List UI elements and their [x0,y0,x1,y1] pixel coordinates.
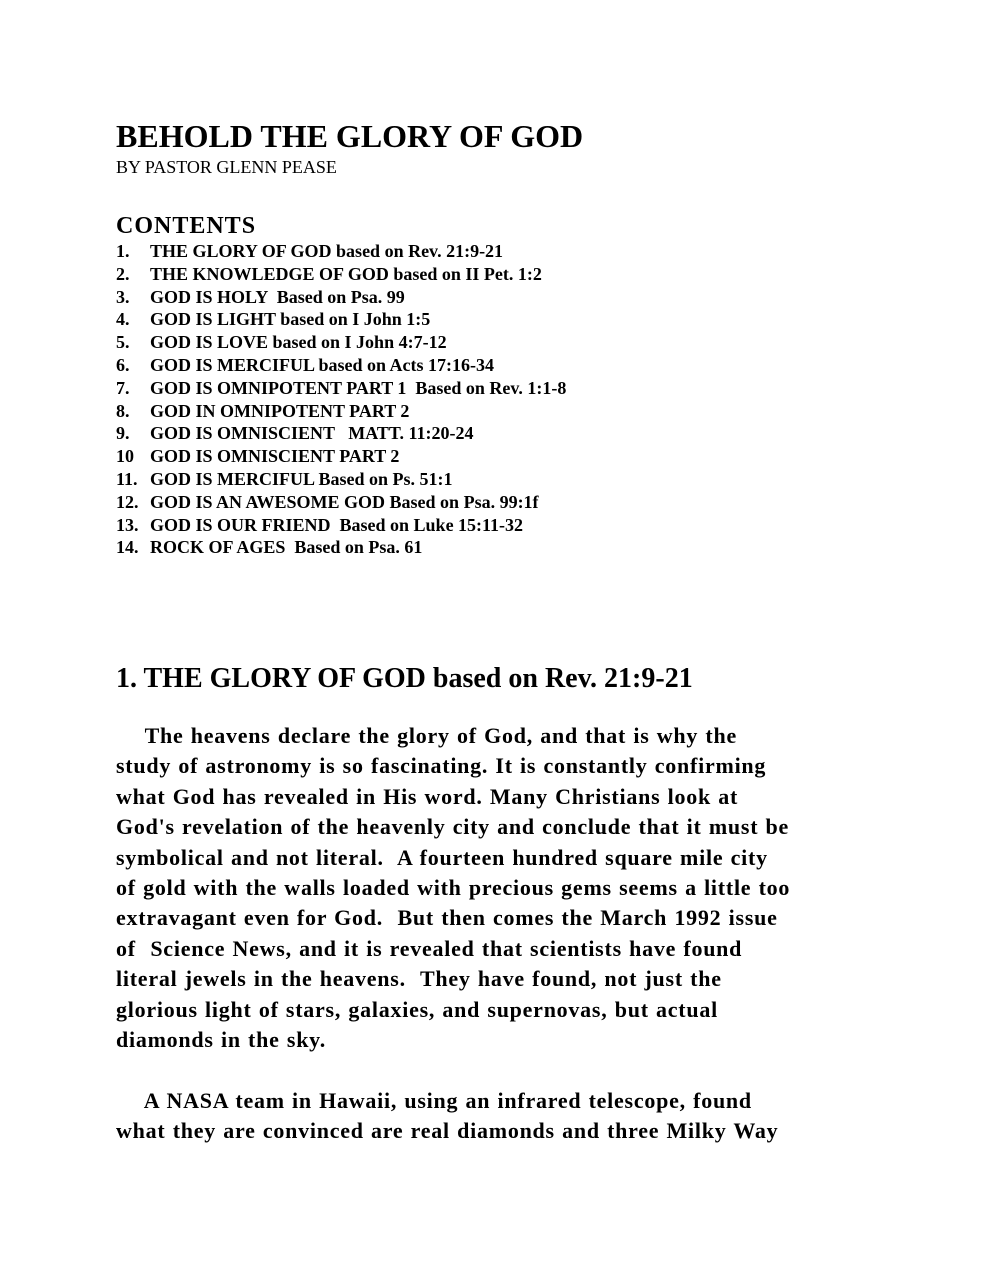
toc-item-title: GOD IS LOVE based on I John 4:7-12 [150,332,447,353]
chapter-heading: 1. THE GLORY OF GOD based on Rev. 21:9-21 [116,663,693,694]
toc-item-number: 11. [116,468,138,489]
toc-item-title: ROCK OF AGES Based on Psa. 61 [150,537,423,558]
toc-item-title: GOD IS HOLY Based on Psa. 99 [150,286,405,307]
paragraph-line: extravagant even for God. But then comes the March 1992 issue [116,905,778,931]
toc-item-title: GOD IS OMNISCIENT PART 2 [150,446,400,467]
toc-item-number: 3. [116,286,130,307]
toc-item [116,514,566,537]
toc-item-number: 13. [116,514,139,535]
paragraph-line: what God has revealed in His word. Many Christians look at [116,783,739,809]
toc-item-number: 12. [116,491,139,512]
document-author: BY PASTOR GLENN PEASE [116,157,337,177]
paragraph-line: literal jewels in the heavens. They have found, not just the [116,966,722,992]
toc-item [116,422,566,445]
paragraph-line: God's revelation of the heavenly city and conclude that it must be [116,814,790,840]
toc-item [116,536,566,559]
toc-item-number: 4. [116,309,130,330]
toc-item [116,286,566,309]
toc-item-title: THE GLORY OF GOD based on Rev. 21:9-21 [150,241,504,261]
paragraph-line: glorious light of stars, galaxies, and supernovas, but actual [116,996,718,1022]
paragraph-line: of Science News, and it is revealed that scientists have found [116,935,743,961]
paragraph-line: The heavens declare the glory of God, and that is why the [116,723,737,748]
body-paragraph [116,721,790,1055]
toc-item-title: GOD IS MERCIFUL based on Acts 17:16-34 [150,354,495,375]
toc-item [116,400,566,423]
toc-item-title: GOD IN OMNIPOTENT PART 2 [150,400,410,421]
paragraph-line: A NASA team in Hawaii, using an infrared telescope, found [116,1088,752,1113]
toc-item-title: GOD IS AN AWESOME GOD Based on Psa. 99:1f [150,491,539,512]
toc-item-number: 7. [116,377,130,398]
toc-item [116,491,566,514]
toc-item-number: 2. [116,263,130,284]
toc-item [116,263,566,286]
toc-item [116,377,566,400]
toc-item [116,240,566,263]
toc-item-title: THE KNOWLEDGE OF GOD based on II Pet. 1:2 [150,263,542,284]
toc-item-title: GOD IS OMNIPOTENT PART 1 Based on Rev. 1:1-8 [150,377,567,398]
toc-item [116,354,566,377]
document-title: BEHOLD THE GLORY OF GOD [116,118,584,154]
toc-item [116,308,566,331]
toc-item-number: 10 [116,446,134,467]
toc-item-title: GOD IS OUR FRIEND Based on Luke 15:11-32 [150,514,524,535]
toc-item-number: 1. [116,241,130,261]
paragraph-line: of gold with the walls loaded with precious gems seems a little too [116,875,791,901]
contents-heading: CONTENTS [116,213,257,239]
toc-item-number: 9. [116,423,130,444]
toc-item-title: GOD IS LIGHT based on I John 1:5 [150,309,431,330]
table-of-contents [116,240,566,559]
toc-item [116,468,566,491]
toc-item [116,331,566,354]
toc-item-number: 14. [116,537,139,558]
paragraph-line: what they are convinced are real diamonds and three Milky Way [116,1118,779,1144]
toc-item-number: 5. [116,332,130,353]
paragraph-line: symbolical and not literal. A fourteen hundred square mile city [116,844,768,870]
body-paragraph [116,1086,778,1147]
toc-item-title: GOD IS OMNISCIENT MATT. 11:20-24 [150,423,474,444]
toc-item-number: 6. [116,354,130,375]
toc-item-title: GOD IS MERCIFUL Based on Ps. 51:1 [150,468,453,489]
toc-item-number: 8. [116,400,130,421]
paragraph-line: diamonds in the sky. [116,1027,326,1053]
paragraph-line: study of astronomy is so fascinating. It is constantly confirming [116,753,767,779]
toc-item [116,445,566,468]
